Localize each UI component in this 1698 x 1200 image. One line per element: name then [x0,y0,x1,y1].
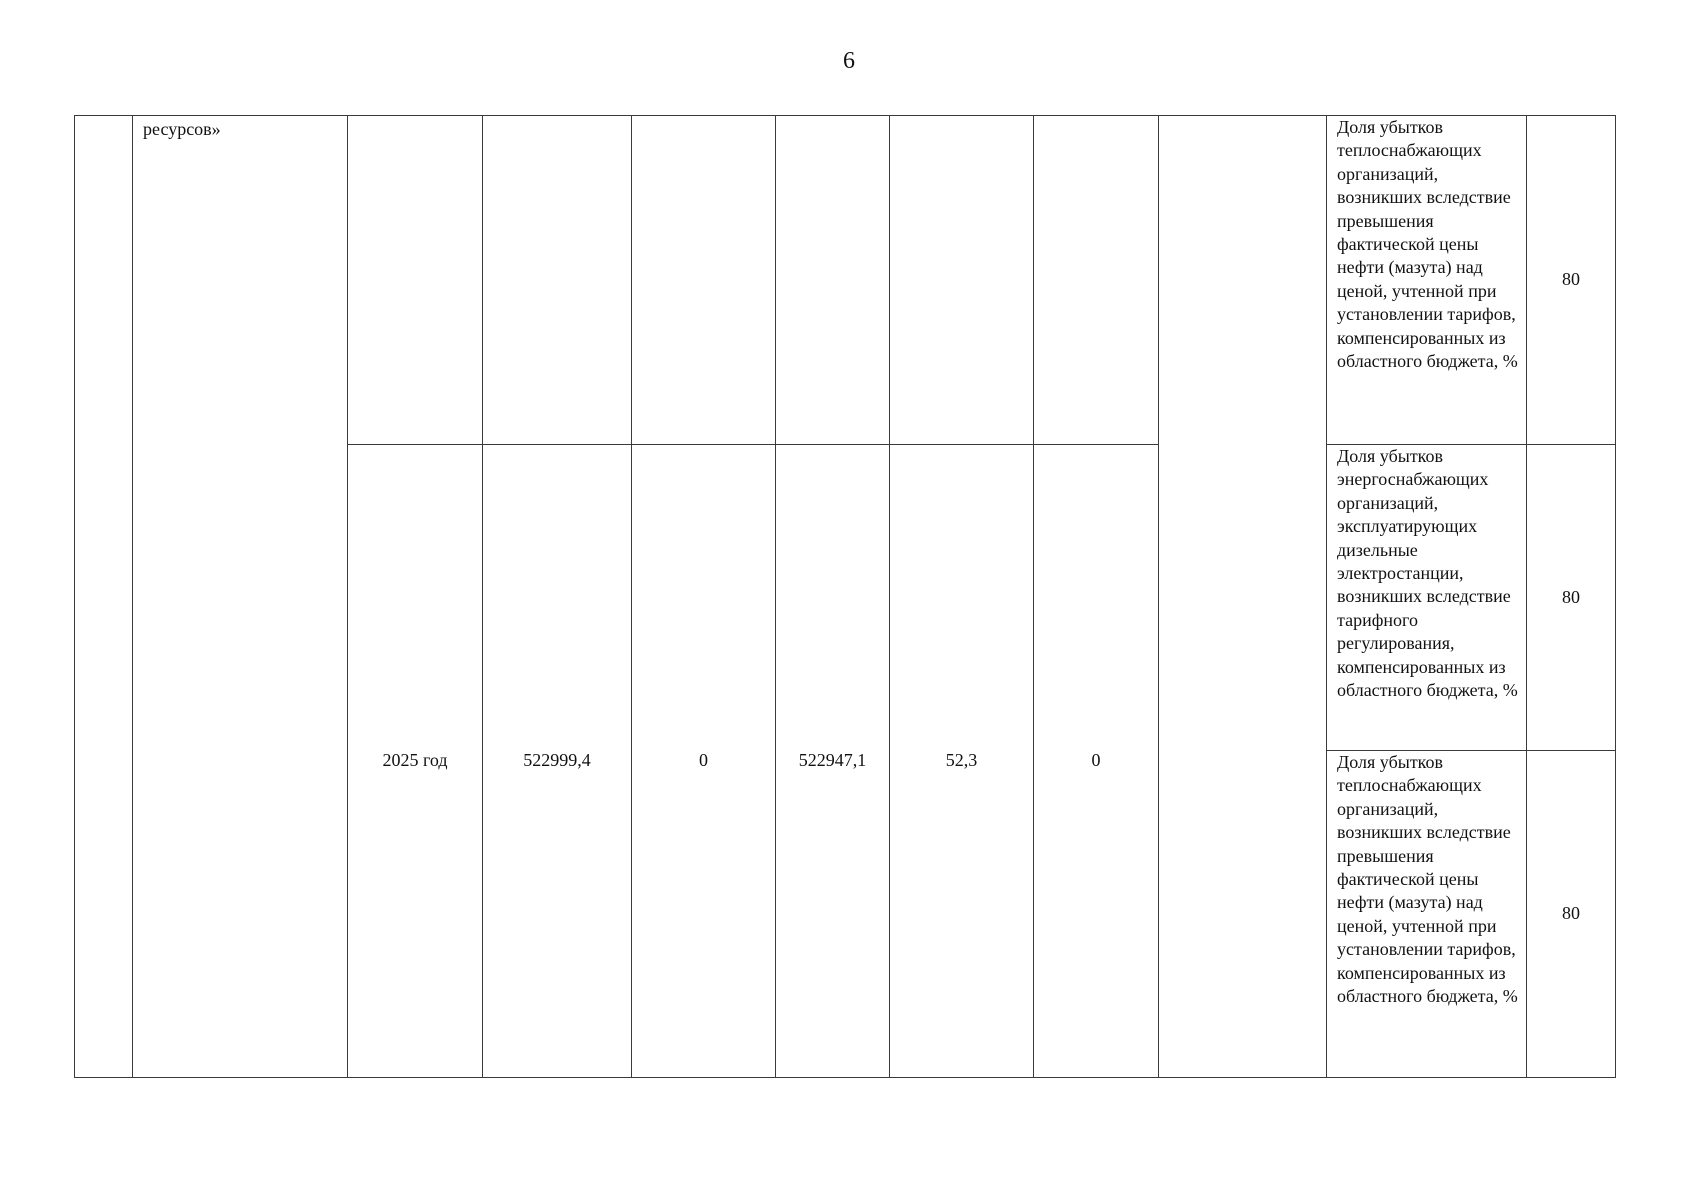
year-cell: 2025 год [348,445,483,1078]
funding-cell-empty [890,116,1034,445]
indicator-name-cell: Доля убытков теплоснабжающих организаций, возникших вследствие превышения фактической цены нефти (мазута) над ценой, учтенной при установлении тарифов, компенсированных из областного бюджета, % [1327,116,1527,445]
program-table [74,115,1616,1078]
indicator-value-cell: 80 [1527,116,1616,445]
funding-cell-empty [1034,116,1159,445]
executor-cell [1159,116,1327,1078]
indicator-value-cell: 80 [1527,445,1616,751]
number-cell [75,116,133,1078]
funding-cell-empty [632,116,776,445]
year-cell-empty [348,116,483,445]
total-cell-empty [483,116,632,445]
indicator-name-cell: Доля убытков энергоснабжающих организаций, эксплуатирующих дизельные электростанции, возникших вследствие тарифного регулирования, компенсированных из областного бюджета, % [1327,445,1527,751]
funding-cell: 52,3 [890,445,1034,1078]
indicator-name-cell: Доля убытков теплоснабжающих организаций, возникших вследствие превышения фактической цены нефти (мазута) над ценой, учтенной при установлении тарифов, компенсированных из областного бюджета, % [1327,751,1527,1078]
indicator-value-cell: 80 [1527,751,1616,1078]
table-row [75,116,1616,445]
program-name-cell: ресурсов» [133,116,348,1078]
funding-cell: 522947,1 [776,445,890,1078]
funding-cell-empty [776,116,890,445]
funding-cell: 0 [1034,445,1159,1078]
funding-cell: 0 [632,445,776,1078]
total-cell: 522999,4 [483,445,632,1078]
page-number: 6 [843,48,855,74]
